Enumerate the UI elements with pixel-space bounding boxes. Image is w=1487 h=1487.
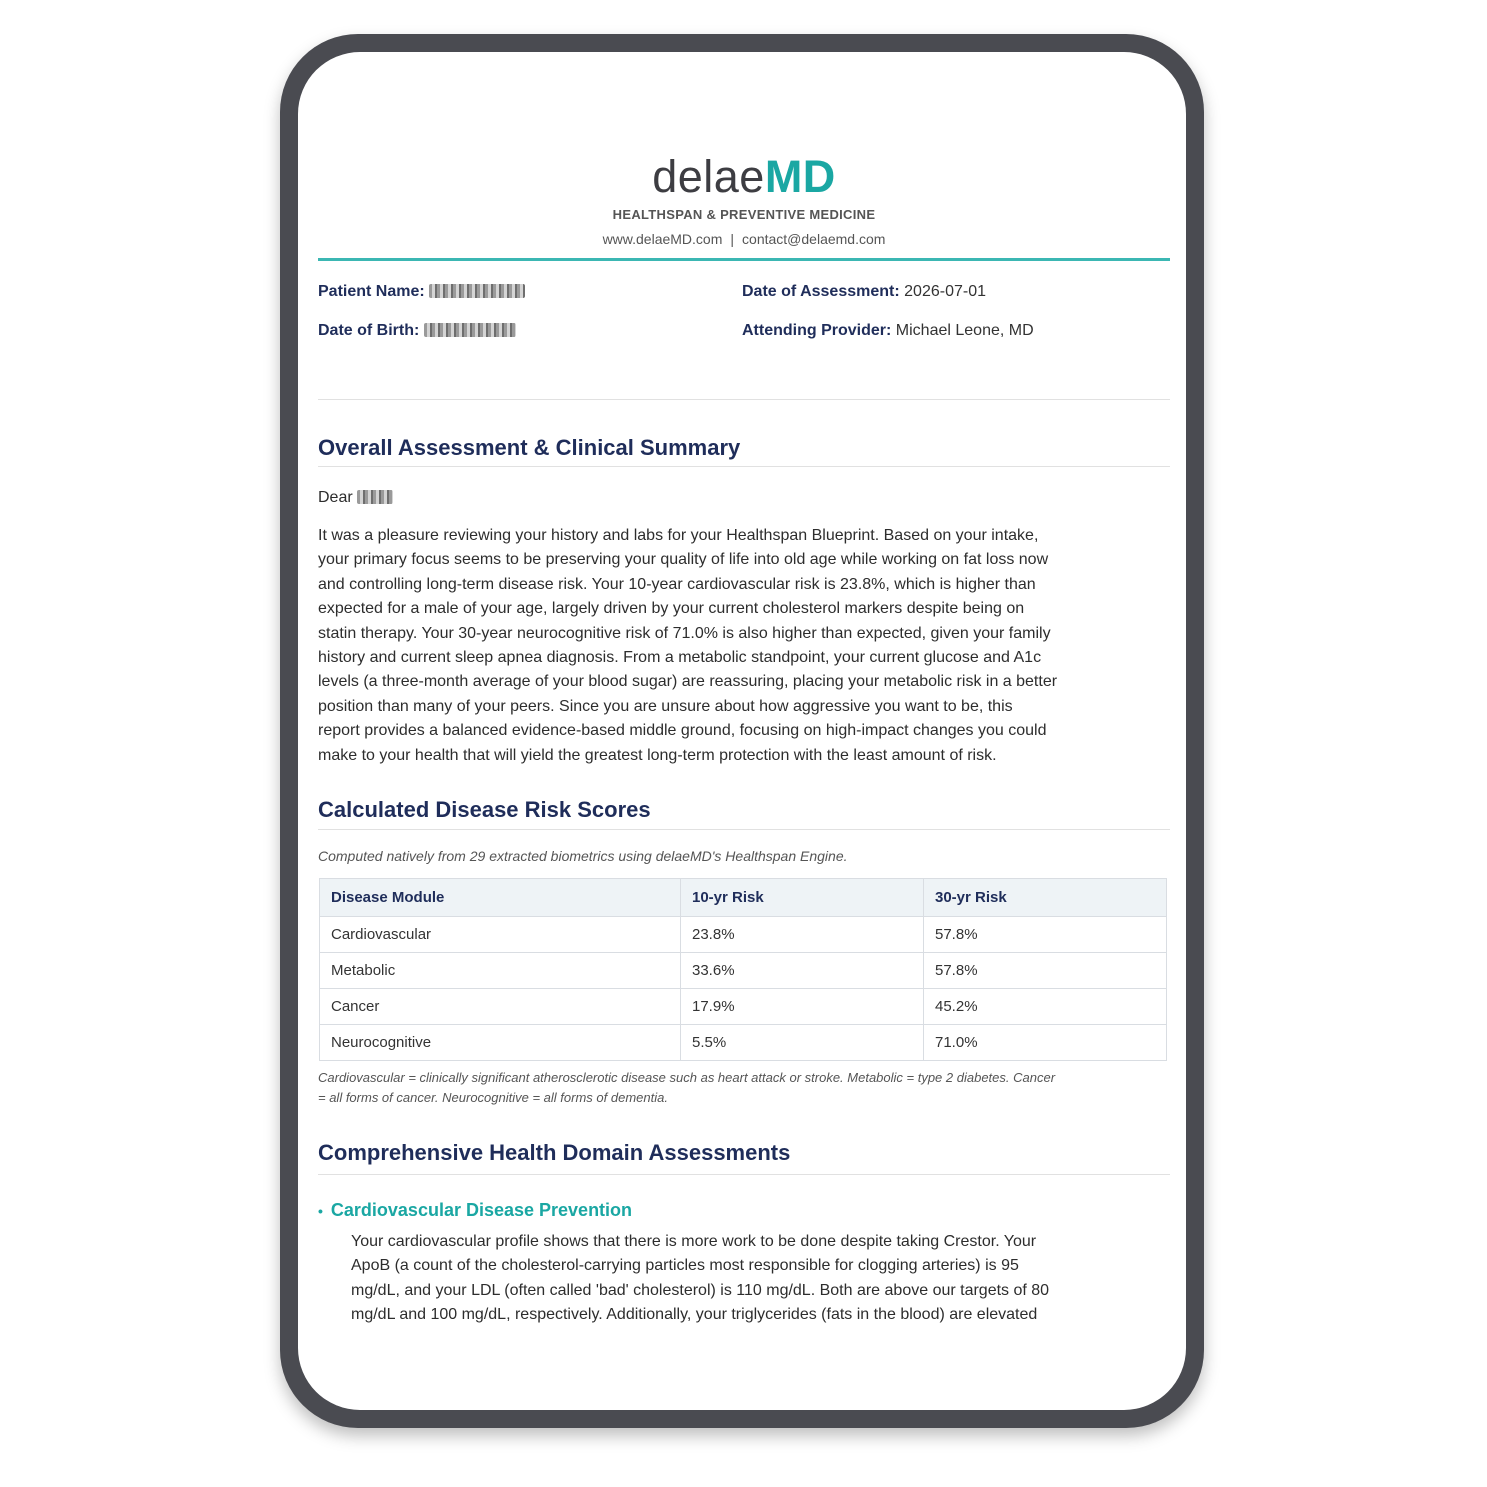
- risk-heading: Calculated Disease Risk Scores: [318, 797, 651, 822]
- domains-heading-rule: [318, 1174, 1170, 1175]
- brand-contact: [318, 231, 1170, 247]
- disease-module-cell: Neurocognitive: [320, 1025, 681, 1061]
- cardio-line: Your cardiovascular profile shows that there is more work to be done despite taking Crestor. Your: [351, 1233, 1037, 1250]
- dob-row: [318, 322, 516, 340]
- table-row: [320, 917, 1167, 953]
- column-header-disease-module: Disease Module: [320, 879, 681, 917]
- disease-module-cell: Metabolic: [320, 953, 681, 989]
- provider-label: Attending Provider:: [742, 322, 892, 339]
- logo-text-md: MD: [764, 151, 836, 202]
- table-row: [320, 953, 1167, 989]
- delaemd-logo: [318, 152, 1170, 202]
- risk-subtitle: Computed natively from 29 extracted biometrics using delaeMD's Healthspan Engine.: [318, 848, 848, 864]
- domains-heading: Comprehensive Health Domain Assessments: [318, 1140, 791, 1165]
- table-header-row: [320, 879, 1167, 917]
- summary-line: It was a pleasure reviewing your history and labs for your Healthspan Blueprint. Based on your intake,: [318, 527, 1039, 544]
- contact-separator: |: [730, 231, 735, 247]
- risk-heading-rule: [318, 829, 1170, 830]
- redacted-first-name: [357, 490, 393, 504]
- ten-year-risk-cell: 17.9%: [681, 989, 924, 1025]
- column-header-30yr-risk: 30-yr Risk: [924, 879, 1167, 917]
- greeting-text: Dear: [318, 489, 353, 506]
- patient-name-row: [318, 283, 525, 301]
- greeting: [318, 486, 1170, 510]
- provider-row: [742, 322, 1034, 340]
- tablet-frame: [280, 34, 1204, 1428]
- info-divider: [318, 399, 1170, 400]
- header-divider: [318, 258, 1170, 261]
- thirty-year-risk-cell: 57.8%: [924, 953, 1167, 989]
- assessment-date-label: Date of Assessment:: [742, 283, 900, 300]
- summary-line: statin therapy. Your 30-year neurocognitive risk of 71.0% is also higher than expected, given your family: [318, 624, 1051, 642]
- cardio-section-title: [318, 1200, 632, 1221]
- thirty-year-risk-cell: 45.2%: [924, 989, 1167, 1025]
- brand-tagline: HEALTHSPAN & PREVENTIVE MEDICINE: [612, 207, 876, 222]
- risk-footnote: [318, 1068, 1170, 1108]
- summary-heading-rule: [318, 466, 1170, 467]
- ten-year-risk-cell: 23.8%: [681, 917, 924, 953]
- patient-name-label: Patient Name:: [318, 283, 425, 300]
- logo-text-delae: delae: [652, 151, 765, 202]
- cardio-title-text: Cardiovascular Disease Prevention: [330, 1200, 633, 1220]
- summary-paragraph: [318, 524, 1170, 768]
- ten-year-risk-cell: 33.6%: [681, 953, 924, 989]
- summary-line: expected for a male of your age, largely driven by your current cholesterol markers despite being on: [318, 600, 1025, 618]
- table-row: [320, 989, 1167, 1025]
- summary-line: history and current sleep apnea diagnosis. From a metabolic standpoint, your current glucose and A1c: [318, 649, 1042, 667]
- disease-module-cell: Cardiovascular: [320, 917, 681, 953]
- assessment-date-row: [742, 283, 986, 301]
- cardio-line: mg/dL, and your LDL (often called 'bad' cholesterol) is 110 mg/dL. Both are above our targets of 80: [351, 1281, 1050, 1299]
- cardio-paragraph: [351, 1230, 1161, 1328]
- summary-line: levels (a three-month average of your blood sugar) are reassuring, placing your metabolic risk in a better: [318, 673, 1058, 691]
- cardio-line: ApoB (a count of the cholesterol-carrying particles most responsible for clogging arteries) is 95: [351, 1257, 1019, 1275]
- summary-line: make to your health that will yield the greatest long-term protection with the least amount of risk.: [318, 746, 997, 764]
- cardio-line: mg/dL and 100 mg/dL, respectively. Additionally, your triglycerides (fats in the blood) are elevated: [351, 1306, 1038, 1324]
- provider-value: Michael Leone, MD: [895, 322, 1034, 339]
- thirty-year-risk-cell: 71.0%: [924, 1025, 1167, 1061]
- email-link[interactable]: contact@delaemd.com: [742, 231, 886, 247]
- redacted-dob: [424, 323, 516, 337]
- footnote-line: Cardiovascular = clinically significant atherosclerotic disease such as heart attack or stroke. Metabolic = type 2 diabetes. Cancer: [318, 1070, 1056, 1085]
- column-header-10yr-risk: 10-yr Risk: [681, 879, 924, 917]
- assessment-date-value: 2026-07-01: [904, 283, 986, 300]
- summary-heading: Overall Assessment & Clinical Summary: [318, 435, 741, 460]
- website-link[interactable]: www.delaeMD.com: [602, 231, 723, 247]
- summary-line: and controlling long-term disease risk. Your 10-year cardiovascular risk is 23.8%, which is higher than: [318, 575, 1036, 593]
- tablet-screen: [298, 52, 1186, 1410]
- dob-label: Date of Birth:: [318, 322, 420, 339]
- summary-line: your primary focus seems to be preserving your quality of life into old age while working on fat loss now: [318, 551, 1049, 569]
- summary-line: position than many of your peers. Since you are unsure about how aggressive you want to be, this: [318, 697, 1013, 715]
- footnote-line: = all forms of cancer. Neurocognitive = all forms of dementia.: [318, 1090, 668, 1105]
- summary-line: report provides a balanced evidence-based middle ground, focusing on high-impact changes you could: [318, 722, 1047, 740]
- risk-table: [319, 878, 1167, 1061]
- disease-module-cell: Cancer: [320, 989, 681, 1025]
- bullet-icon: •: [318, 1203, 323, 1219]
- redacted-patient-name: [429, 284, 525, 298]
- ten-year-risk-cell: 5.5%: [681, 1025, 924, 1061]
- table-row: [320, 1025, 1167, 1061]
- thirty-year-risk-cell: 57.8%: [924, 917, 1167, 953]
